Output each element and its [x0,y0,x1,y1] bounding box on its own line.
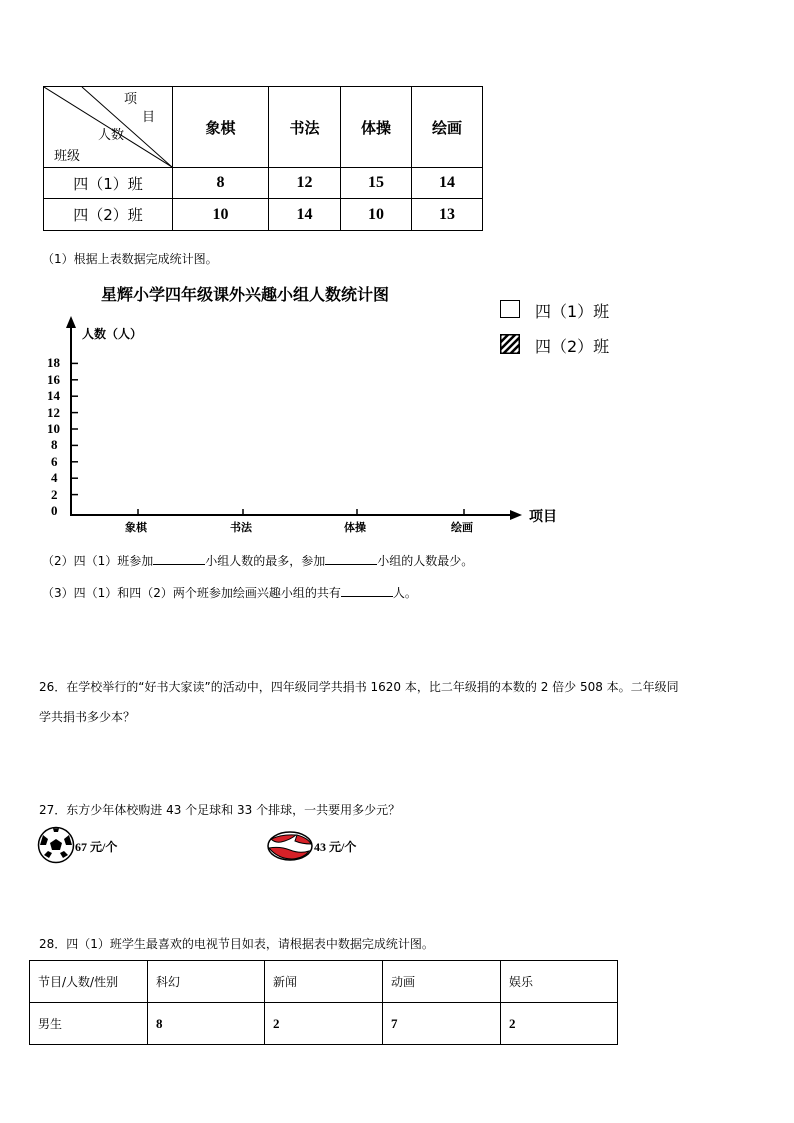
header-shufa: 书法 [269,87,341,168]
x-tick-label: 体操 [344,521,366,534]
question-3 [42,584,417,601]
y-tick-label: 2 [51,486,58,502]
question-26-line1: 26．在学校举行的“好书大家读”的活动中，四年级同学共捐书 1620 本，比二年级捐的本数的 2 倍少 508 本。二年级同 [39,680,679,694]
q2-text-a: （2）四（1）班参加 [42,554,154,568]
chart-axes [0,0,794,560]
q2-blank-least[interactable] [325,552,377,565]
header-ticao: 体操 [341,87,412,168]
q2-blank-most[interactable] [153,552,205,565]
row-label: 四（1）班 [44,168,173,199]
cell: 14 [269,199,341,231]
x-tick-label: 绘画 [451,521,473,534]
header-cell: 新闻 [265,961,383,1003]
cell: 7 [383,1003,501,1045]
legend-label-class1: 四（1）班 [535,302,610,321]
header-huihua: 绘画 [412,87,483,168]
soccer-price [75,838,117,855]
cell: 2 [265,1003,383,1045]
q3-text-b: 人。 [392,586,417,600]
tv-program-table [29,960,618,1045]
table-header-row [30,961,618,1003]
soccer-price-text: 67 元/个 [75,840,118,854]
y-tick-label: 14 [47,388,60,404]
cell: 8 [148,1003,265,1045]
cell: 14 [412,168,483,199]
q3-blank-total[interactable] [341,584,393,597]
x-axis-arrow [510,510,522,520]
header-cell: 科幻 [148,961,265,1003]
question-27: 27．东方少年体校购进 43 个足球和 33 个排球，一共要用多少元？ [39,803,401,817]
x-tick-label: 书法 [230,521,252,534]
corner-mu: 目 [142,110,156,125]
legend-label-class2: 四（2）班 [535,337,610,356]
corner-renshu: 人数 [98,128,125,143]
y-tick-label: 12 [47,404,60,420]
y-tick-label: 0 [51,503,58,518]
chart-title: 星辉小学四年级课外兴趣小组人数统计图 [101,285,390,304]
header-xiangqi: 象棋 [173,87,269,168]
x-axis-label: 项目 [529,509,557,525]
q2-text-c: 小组的人数最少。 [377,554,474,568]
y-tick-label: 16 [47,371,60,387]
soccer-ball-icon [37,826,75,864]
cell: 13 [412,199,483,231]
question-28: 28．四（1）班学生最喜欢的电视节目如表，请根据表中数据完成统计图。 [39,937,434,951]
question-1: （1）根据上表数据完成统计图。 [42,252,218,266]
y-tick-label: 8 [51,437,58,453]
header-cell: 节目/人数/性别 [30,961,148,1003]
corner-banji: 班级 [54,149,81,164]
cell: 8 [173,168,269,199]
y-axis-label: 人数（人） [82,327,143,341]
cell: 12 [269,168,341,199]
table-row [30,1003,618,1045]
volleyball-price-text: 43 元/个 [314,840,357,854]
row-label: 男生 [30,1003,148,1045]
header-cell: 动画 [383,961,501,1003]
y-tick-label: 18 [47,355,60,371]
y-tick-label: 4 [51,470,58,486]
cell: 10 [341,199,412,231]
x-tick-label: 象棋 [125,521,147,534]
y-tick-label: 10 [47,421,60,436]
volleyball-price [314,838,356,855]
y-axis-arrow [66,316,76,328]
header-cell: 娱乐 [501,961,618,1003]
corner-xiang: 项 [124,92,138,107]
question-26-line2: 学共捐书多少本？ [39,710,136,724]
cell: 15 [341,168,412,199]
q3-text-a: （3）四（1）和四（2）两个班参加绘画兴趣小组的共有 [42,586,341,600]
y-tick-label: 6 [51,453,58,469]
cell: 10 [173,199,269,231]
q2-text-b: 小组人数的最多，参加 [205,554,326,568]
volleyball-icon [266,830,314,862]
cell: 2 [501,1003,618,1045]
row-label: 四（2）班 [44,199,173,231]
question-2 [42,552,473,569]
